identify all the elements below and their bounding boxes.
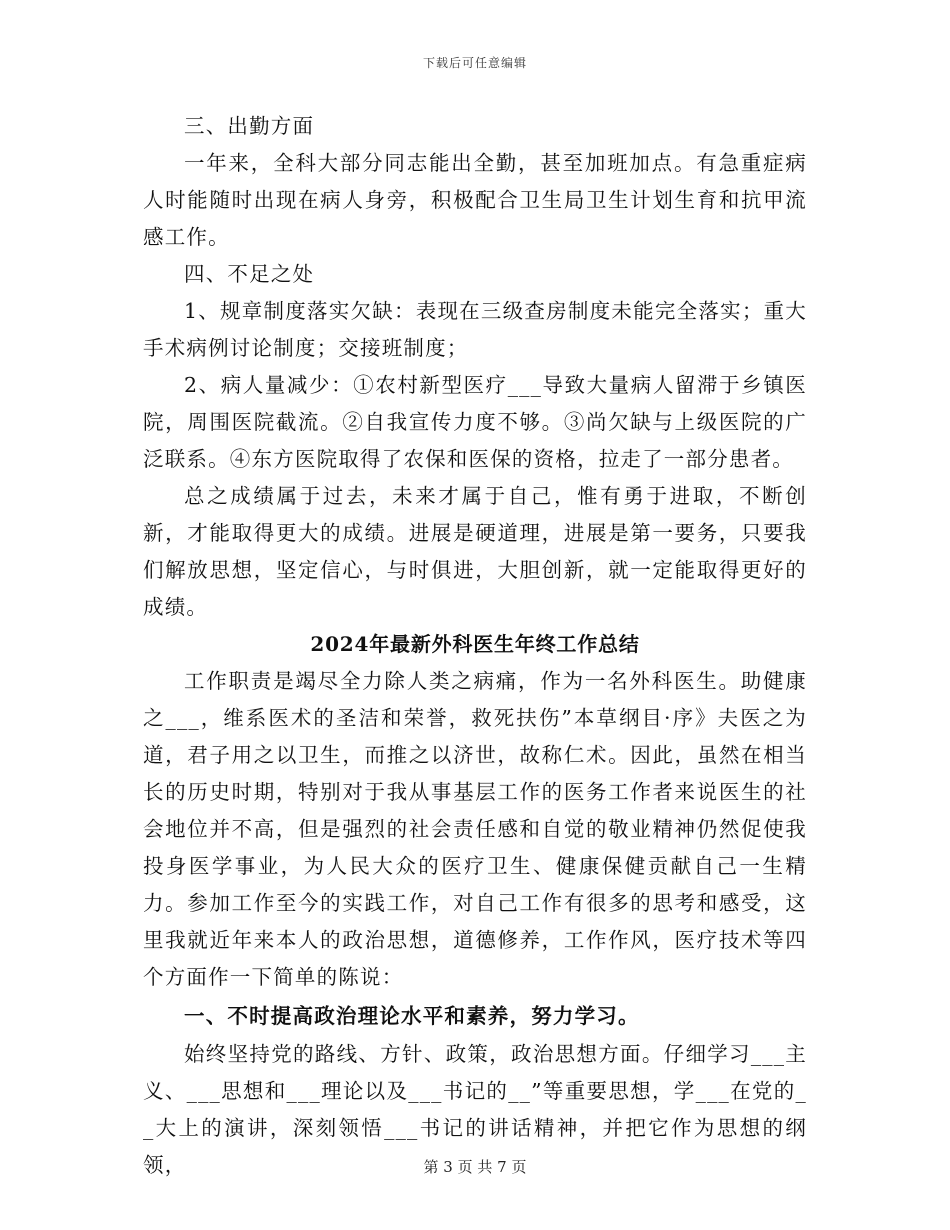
subheading-political-theory: 一、不时提高政治理论水平和素养，努力学习。 [184,1004,640,1028]
page-header-note: 下载后可任意编辑 [422,56,527,70]
paragraph-attendance: 一年来，全科大部分同志能出全勤，甚至加班加点。有急重症病人时能随时出现在病人身旁，积极配合卫生局卫生计划生育和抗甲流感工作。 [143,151,807,249]
page-number: 第 3 页 共 7 页 [423,1158,527,1176]
paragraph-political-study: 始终坚持党的路线、方针、政策，政治思想方面。仔细学习___主义、___思想和___理论以及___书记的__”等重要思想，学___在党的__大上的演讲，深刻领悟___书记的讲话精神，并把它作为思想的纲领， [143,1042,807,1177]
section-heading-shortcomings: 四、不足之处 [184,262,315,286]
paragraph-intro: 工作职责是竭尽全力除人类之病痛，作为一名外科医生。助健康之___，维系医术的圣洁和荣誉，救死扶伤”本草纲目·序》夫医之为道，君子用之以卫生，而推之以济世，故称仁术。因此，虽然在相当长的历史时期，特别对于我从事基层工作的医务工作者来说医生的社会地位并不高，但是强烈的社会责任感和自觉的敬业精神仍然促使我投身医学事业，为人民大众的医疗卫生、健康保健贡献自己一生精力。参加工作至今的实践工作，对自己工作有很多的思考和感受，这里我就近年来本人的政治思想，道德修养，工作作风，医疗技术等四个方面作一下简单的陈说： [143,669,807,989]
paragraph-shortcoming-2: 2、病人量减少：①农村新型医疗___导致大量病人留滞于乡镇医院，周围医院截流。②自我宣传力度不够。③尚欠缺与上级医院的广泛联系。④东方医院取得了农保和医保的资格，拉走了一部分患者。 [143,373,807,471]
document-body [143,108,807,1184]
article-title: 2024年最新外科医生年终工作总结 [310,632,640,656]
section-heading-attendance: 三、出勤方面 [184,114,315,138]
paragraph-conclusion: 总之成绩属于过去，未来才属于自己，惟有勇于进取，不断创新，才能取得更大的成绩。进展是硬道理，进展是第一要务，只要我们解放思想，坚定信心，与时俱进，大胆创新，就一定能取得更好的成绩。 [143,484,807,619]
paragraph-shortcoming-1: 1、规章制度落实欠缺：表现在三级查房制度未能完全落实；重大手术病例讨论制度；交接班制度； [143,299,807,360]
